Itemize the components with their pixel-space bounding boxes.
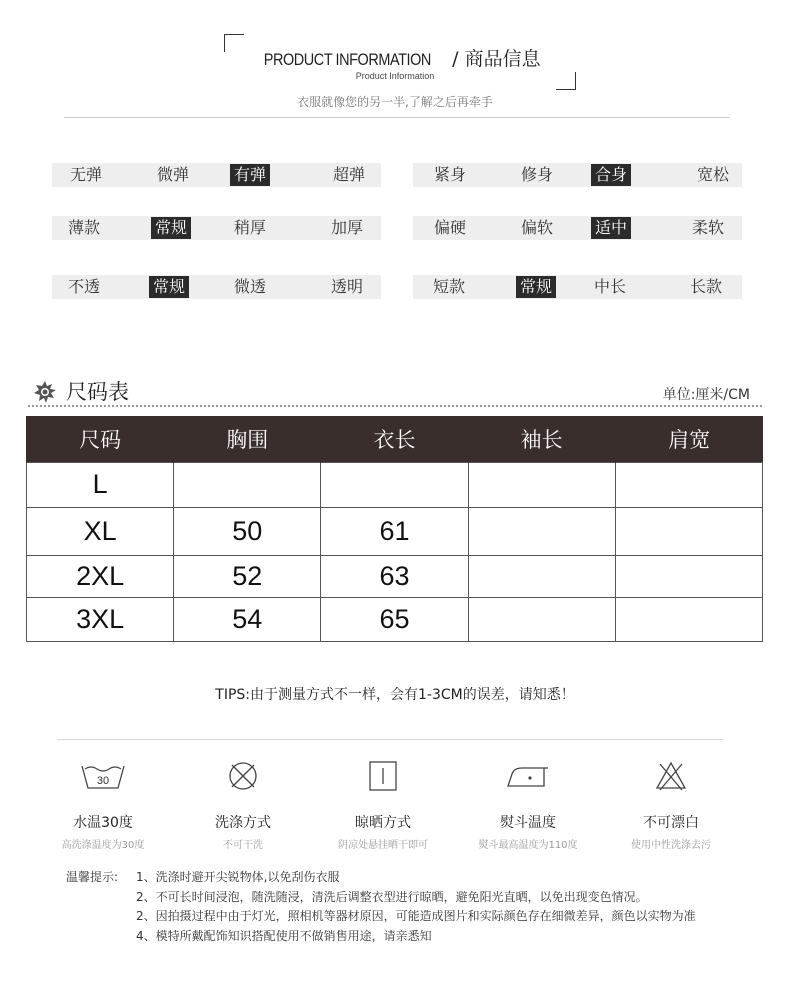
table-cell <box>321 462 468 507</box>
tips-text: TIPS:由于测量方式不一样，会有1-3CM的误差，请知悉！ <box>215 687 575 703</box>
header-cell: 肩宽 <box>615 416 762 462</box>
attr-option: 微弹 <box>157 165 190 184</box>
attr-option: 加厚 <box>331 218 364 237</box>
table-cell <box>468 462 615 507</box>
header-cell: 尺码 <box>27 416 174 462</box>
attr-option-selected: 常规 <box>151 217 191 239</box>
wash-30-icon <box>79 760 127 792</box>
warm-tips-label: 温馨提示: <box>66 870 119 884</box>
table-cell: 3XL <box>27 597 174 641</box>
table-header-row <box>27 416 763 462</box>
title-separator: / <box>452 48 459 70</box>
table-cell: L <box>27 462 174 507</box>
table-row <box>27 507 763 555</box>
divider <box>64 117 730 118</box>
attr-option-selected: 合身 <box>591 164 631 186</box>
attr-length <box>413 275 742 299</box>
care-label: 洗涤方式 <box>215 815 271 831</box>
care-item-bleach <box>611 760 731 851</box>
attr-option: 薄款 <box>68 218 101 237</box>
header-cell: 衣长 <box>321 416 468 462</box>
care-desc: 不可干洗 <box>223 840 263 851</box>
table-cell: 2XL <box>27 555 174 597</box>
care-label: 熨斗温度 <box>500 815 556 831</box>
header-cell: 胸围 <box>174 416 321 462</box>
care-label: 水温30度 <box>73 815 133 831</box>
attr-option: 无弹 <box>70 165 103 184</box>
section-subtitle: Product Information <box>355 71 435 81</box>
attr-option: 不透 <box>68 277 101 296</box>
table-cell <box>615 555 762 597</box>
warm-tips-line: 2、因拍摄过程中由于灯光，照相机等器材原因，可能造成图片和实际颜色存在细微差异，颜色以实物为准 <box>136 909 696 923</box>
attr-option: 宽松 <box>697 165 730 184</box>
table-cell: 50 <box>174 507 321 555</box>
care-item-wash <box>43 760 163 851</box>
attr-transparency <box>52 275 381 299</box>
care-desc: 熨斗最高温度为110度 <box>478 840 578 851</box>
no-bleach-icon <box>647 760 695 792</box>
table-cell <box>468 597 615 641</box>
attr-option: 长款 <box>690 277 723 296</box>
table-cell: 65 <box>321 597 468 641</box>
warm-tips-line: 1、洗涤时避开尖锐物体,以免刮伤衣服 <box>136 870 340 884</box>
care-item-drywash <box>183 760 303 851</box>
care-desc: 使用中性洗涤去污 <box>631 840 711 851</box>
attr-option-selected: 有弹 <box>230 164 270 186</box>
care-label: 晾晒方式 <box>355 815 411 831</box>
title-cn: 商品信息 <box>464 48 541 70</box>
size-chart-unit: 单位:厘米/CM <box>662 387 750 403</box>
table-cell: XL <box>27 507 174 555</box>
wash-temp-text: 30 <box>96 775 110 787</box>
care-desc: 阴凉处悬挂晒干即可 <box>338 840 428 851</box>
table-cell <box>615 507 762 555</box>
care-item-iron <box>468 760 588 851</box>
attr-option: 偏硬 <box>434 218 467 237</box>
attr-option: 超弹 <box>333 165 366 184</box>
no-wash-icon <box>219 760 267 792</box>
table-row <box>27 462 763 507</box>
attr-option: 偏软 <box>521 218 554 237</box>
title-en: PRODUCT INFORMATION <box>264 50 432 69</box>
attr-fit <box>413 163 742 187</box>
table-cell <box>468 507 615 555</box>
attr-option: 微透 <box>234 277 267 296</box>
header-cell: 袖长 <box>468 416 615 462</box>
attr-option-selected: 常规 <box>516 276 556 298</box>
table-cell <box>615 462 762 507</box>
warm-tips-line: 2、不可长时间浸泡，随洗随浸，清洗后调整衣型进行晾晒，避免阳光直晒，以免出现变色情况。 <box>136 890 648 904</box>
size-table <box>26 416 763 642</box>
size-chart-title: 尺码表 <box>66 380 129 404</box>
attr-option: 柔软 <box>692 218 725 237</box>
table-cell: 63 <box>321 555 468 597</box>
attr-option: 稍厚 <box>234 218 267 237</box>
attr-option: 透明 <box>331 277 364 296</box>
attr-option: 修身 <box>521 165 554 184</box>
care-desc: 高洗涤温度为30度 <box>61 840 145 851</box>
line-dry-icon <box>359 760 407 792</box>
table-cell: 54 <box>174 597 321 641</box>
iron-icon <box>504 760 552 792</box>
table-cell <box>468 555 615 597</box>
tagline: 衣服就像您的另一半,了解之后再牵手 <box>297 95 493 109</box>
table-row <box>27 555 763 597</box>
attr-option-selected: 适中 <box>591 217 631 239</box>
care-item-dry <box>323 760 443 851</box>
attr-thickness <box>52 216 381 240</box>
table-cell <box>174 462 321 507</box>
warm-tips-line: 4、模特所戴配饰知识搭配使用不做销售用途，请亲悉知 <box>136 929 432 943</box>
attr-option: 中长 <box>594 277 627 296</box>
attr-option: 紧身 <box>434 165 467 184</box>
gear-icon <box>34 381 56 403</box>
attr-elasticity <box>52 163 381 187</box>
divider <box>57 739 723 740</box>
table-cell: 52 <box>174 555 321 597</box>
table-row <box>27 597 763 641</box>
dotted-divider <box>28 405 762 407</box>
table-cell <box>615 597 762 641</box>
attr-option: 短款 <box>433 277 466 296</box>
attr-softness <box>413 216 742 240</box>
care-label: 不可漂白 <box>643 815 699 831</box>
attr-option-selected: 常规 <box>149 276 189 298</box>
section-title <box>0 44 790 71</box>
table-cell: 61 <box>321 507 468 555</box>
